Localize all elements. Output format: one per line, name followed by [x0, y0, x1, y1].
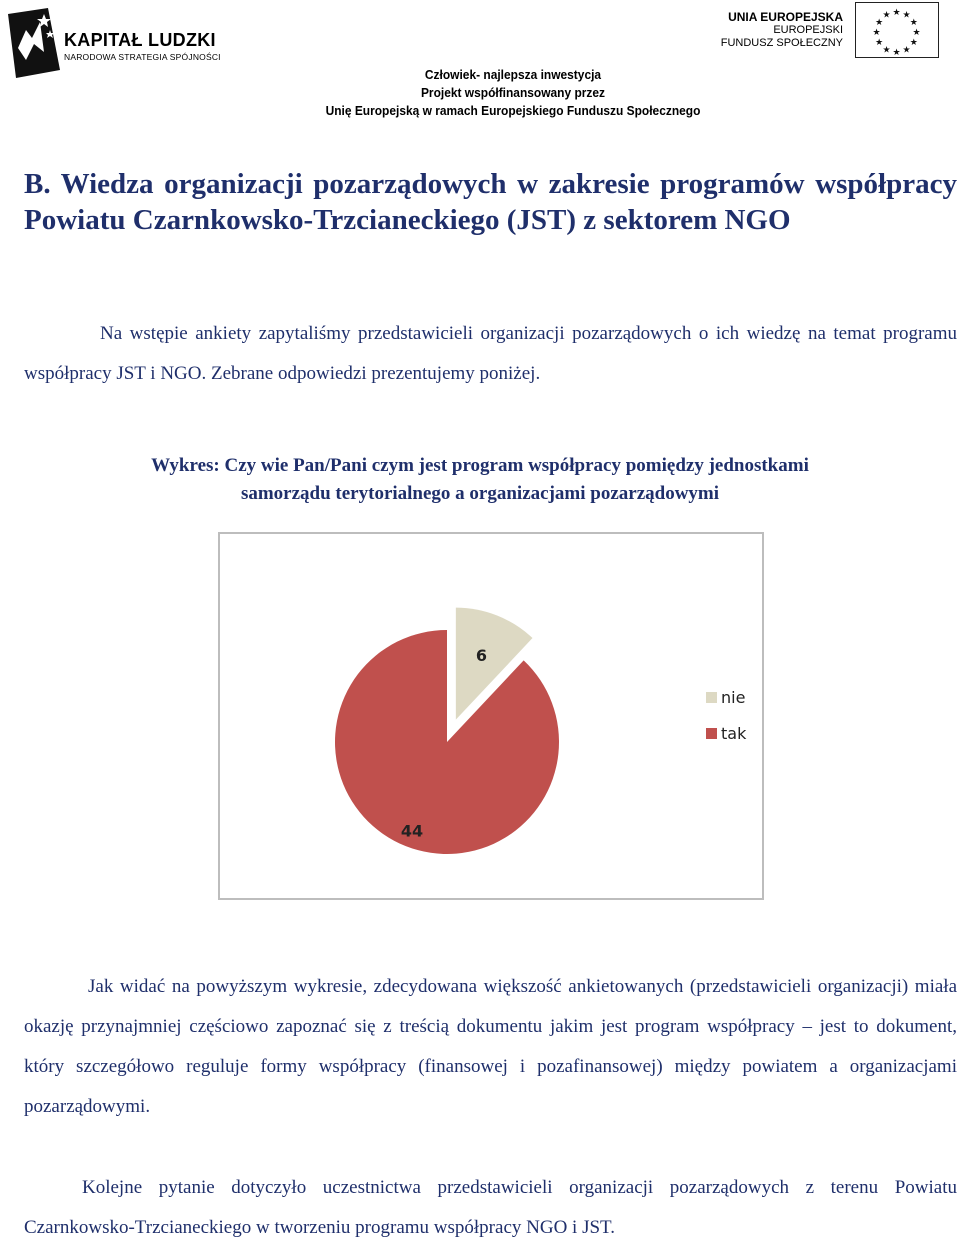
svg-text:★: ★ — [909, 38, 918, 48]
svg-text:★: ★ — [892, 48, 901, 56]
chart-caption — [0, 452, 960, 508]
svg-text:★: ★ — [875, 18, 884, 28]
kapital-ludzki-subtitle: NARODOWA STRATEGIA SPÓJNOŚCI — [64, 52, 221, 62]
svg-text:★: ★ — [909, 18, 918, 28]
kapital-ludzki-title: KAPITAŁ LUDZKI — [64, 30, 216, 50]
eu-logo-line2: EUROPEJSKI — [773, 24, 843, 36]
eu-flag-icon — [855, 2, 939, 58]
svg-text:★: ★ — [882, 10, 891, 21]
svg-text:★: ★ — [882, 45, 891, 56]
intro-paragraph: Na wstępie ankiety zapytaliśmy przedstawicieli organizacji pozarządowych o ich wiedzę na temat programu współpracy JST i NGO. Zebrane odpowiedzi prezentujemy poniżej. — [24, 323, 957, 384]
next-question-paragraph: Kolejne pytanie dotyczyło uczestnictwa przedstawicieli organizacji pozarządowych z terenu Powiatu Czarnkowsko-Trzcianeckiego w tworzeniu programu współpracy NGO i JST. — [24, 1177, 957, 1238]
svg-text:★: ★ — [892, 8, 901, 18]
section-heading: B. Wiedza organizacji pozarządowych w zakresie programów współpracy Powiatu Czarnkowsko-Trzcianeckiego (JST) z sektorem NGO — [24, 168, 957, 236]
header-line-1: Człowiek- najlepsza inwestycja — [424, 67, 602, 82]
analysis-paragraph: Jak widać na powyższym wykresie, zdecydowana większość ankietowanych (przedstawicieli organizacji) miała okazję przynajmniej częściowo zapoznać się z treścią dokumentu jakim jest program współpracy – jest to dokument, który szczegółowo reguluje formy współpracy (finansowej i pozafinansowej) między powiatem a organizacjami pozarządowymi. — [24, 976, 957, 1117]
legend-swatch-nie — [706, 692, 717, 703]
project-header — [0, 66, 960, 120]
header-line-2: Projekt współfinansowany przez — [420, 85, 606, 100]
header-line-3: Unię Europejską w ramach Europejskiego Funduszu Społecznego — [325, 103, 701, 118]
eu-logo-line3: FUNDUSZ SPOŁECZNY — [720, 37, 843, 49]
svg-text:★: ★ — [902, 45, 911, 56]
svg-text:★: ★ — [902, 10, 911, 21]
data-label-tak: 44 — [400, 821, 424, 841]
pie-chart — [218, 532, 764, 900]
legend-label-nie: nie — [721, 688, 746, 707]
chart-caption-text: Wykres: Czy wie Pan/Pani czym jest program współpracy pomiędzy jednostkami samorządu terytorialnego a organizacjami pozarządowymi — [151, 455, 809, 504]
data-label-nie: 6 — [475, 646, 487, 666]
legend-swatch-tak — [706, 728, 717, 739]
svg-text:★: ★ — [912, 28, 921, 38]
pie-slice-tak — [335, 630, 559, 854]
svg-text:★: ★ — [872, 28, 881, 38]
legend-label-tak: tak — [721, 724, 747, 743]
svg-text:★: ★ — [875, 38, 884, 48]
eu-logo-line1: UNIA EUROPEJSKA — [728, 10, 843, 24]
